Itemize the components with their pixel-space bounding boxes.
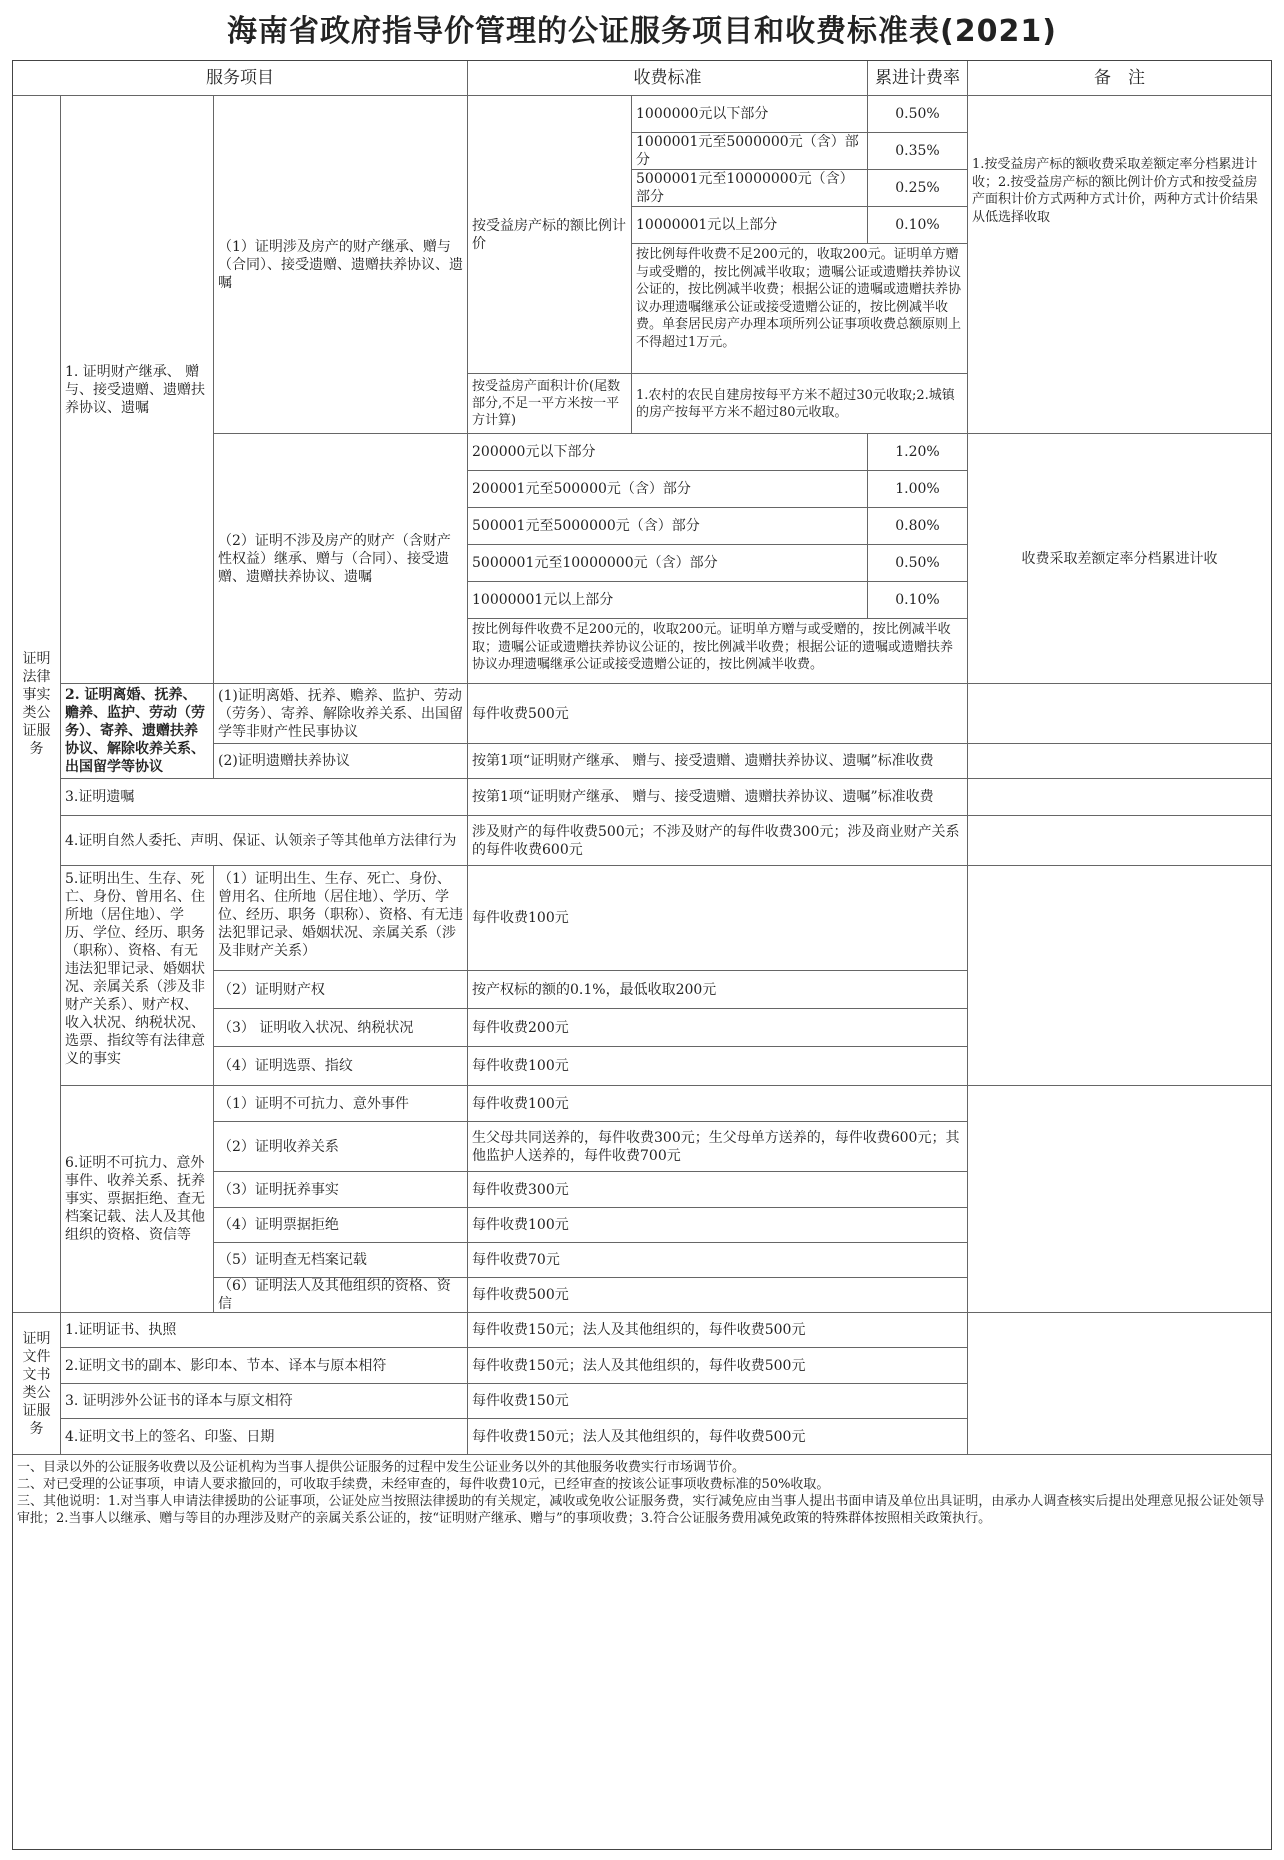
item1-sub2-label: （2）证明不涉及房产的财产（含财产性权益）继承、赠与（合同）、接受遗赠、遗赠扶养协议、遗嘱 bbox=[214, 434, 468, 684]
doc-fee: 每件收费150元；法人及其他组织的，每件收费500元 bbox=[468, 1313, 968, 1348]
remark-empty bbox=[968, 744, 1271, 779]
doc-label: 4.证明文书上的签名、印鉴、日期 bbox=[61, 1419, 468, 1455]
item4-fee: 涉及财产的每件收费500元；不涉及财产的每件收费300元；涉及商业财产关系的每件收费600元 bbox=[468, 816, 968, 866]
item1-sub2-note: 按比例每件收费不足200元的，收取200元。证明单方赠与或受赠的，按比例减半收取；遗嘱公证或遗赠扶养协议公证的，按比例减半收费；根据公证的遗嘱或遗赠扶养协议办理遗嘱继承公证或接受遗赠公证的，按比例减半收费。 bbox=[468, 619, 968, 684]
tier-rate: 0.10% bbox=[868, 582, 968, 619]
item1-sub1-label: （1）证明涉及房产的财产继承、赠与（合同）、接受遗赠、遗赠扶养协议、遗嘱 bbox=[214, 96, 468, 434]
remark-empty bbox=[968, 684, 1271, 744]
tier-range: 1000001元至5000000元（含）部分 bbox=[632, 133, 868, 170]
page-title: 海南省政府指导价管理的公证服务项目和收费标准表(2021) bbox=[227, 14, 1057, 49]
tier-rate: 0.50% bbox=[868, 545, 968, 582]
item3-label: 3.证明遗嘱 bbox=[61, 779, 468, 816]
item1-sub1-note: 按比例每件收费不足200元的，收取200元。证明单方赠与或受赠的，按比例减半收取；遗嘱公证或遗赠扶养协议公证的，按比例减半收费；根据公证的遗嘱或遗赠扶养协议办理遗嘱继承公证或接受遗赠公证的，按比例减半收费。单套居民房产办理本项所列公证事项收费总额原则上不得超过1万元。 bbox=[632, 244, 968, 374]
item5-sub-label: （3） 证明收入状况、纳税状况 bbox=[214, 1009, 468, 1047]
doc-fee: 每件收费150元；法人及其他组织的，每件收费500元 bbox=[468, 1348, 968, 1384]
tier-range: 5000001元至10000000元（含）部分 bbox=[632, 170, 868, 207]
item6-label: 6.证明不可抗力、意外事件、收养关系、抚养事实、票据拒绝、查无档案记载、法人及其他组织的资格、资信等 bbox=[61, 1086, 214, 1313]
doc-fee: 每件收费150元 bbox=[468, 1384, 968, 1419]
item5-sub-label: （4）证明选票、指纹 bbox=[214, 1047, 468, 1086]
item6-sub-label: （4）证明票据拒绝 bbox=[214, 1208, 468, 1243]
header-rate: 累进计费率 bbox=[868, 61, 968, 96]
item2-sub-fee: 按第1项“证明财产继承、 赠与、接受遗赠、遗赠扶养协议、遗嘱”标准收费 bbox=[468, 744, 968, 779]
tier-range: 10000001元以上部分 bbox=[468, 582, 868, 619]
item2-sub-label: (1)证明离婚、抚养、赡养、监护、劳动（劳务）、寄养、解除收养关系、出国留学等非财产性民事协议 bbox=[214, 684, 468, 744]
item6-sub-fee: 每件收费100元 bbox=[468, 1086, 968, 1122]
item6-sub-label: （5）证明查无档案记载 bbox=[214, 1243, 468, 1278]
item6-sub-fee: 生父母共同送养的，每件收费300元；生父母单方送养的，每件收费600元；其他监护人送养的，每件收费700元 bbox=[468, 1122, 968, 1172]
tier-rate: 0.35% bbox=[868, 133, 968, 170]
tier-rate: 1.20% bbox=[868, 434, 968, 471]
tier-range: 500001元至5000000元（含）部分 bbox=[468, 508, 868, 545]
item2-label: 2. 证明离婚、抚养、赡养、监护、劳动（劳务）、寄养、遗赠扶养协议、解除收养关系、出国留学等协议 bbox=[61, 684, 214, 779]
item5-sub-label: （1）证明出生、生存、死亡、身份、曾用名、住所地（居住地）、学历、学位、经历、职务（职称）、资格、有无违法犯罪记录、婚姻状况、亲属关系（涉及非财产关系） bbox=[214, 866, 468, 971]
doc-label: 3. 证明涉外公证书的译本与原文相符 bbox=[61, 1384, 468, 1419]
item1-area-method: 按受益房产面积计价(尾数部分,不足一平方米按一平方计算) bbox=[468, 374, 632, 434]
item6-sub-fee: 每件收费70元 bbox=[468, 1243, 968, 1278]
item6-sub-label: （2）证明收养关系 bbox=[214, 1122, 468, 1172]
item5-sub-fee: 每件收费100元 bbox=[468, 1047, 968, 1086]
item4-label: 4.证明自然人委托、声明、保证、认领亲子等其他单方法律行为 bbox=[61, 816, 468, 866]
doc-label: 2.证明文书的副本、影印本、节本、译本与原本相符 bbox=[61, 1348, 468, 1384]
doc-fee: 每件收费150元；法人及其他组织的，每件收费500元 bbox=[468, 1419, 968, 1455]
item6-sub-label: （3）证明抚养事实 bbox=[214, 1172, 468, 1208]
tier-rate: 0.50% bbox=[868, 96, 968, 133]
footnote: 二、对已受理的公证事项，申请人要求撤回的，可收取手续费，未经审查的，每件收费10元，已经审查的按该公证事项收费标准的50%收取。 bbox=[17, 1477, 830, 1492]
fee-table bbox=[12, 60, 1272, 1850]
category-legal-facts: 证明法律事实类公证服务 bbox=[13, 96, 61, 1313]
item5-sub-fee: 每件收费200元 bbox=[468, 1009, 968, 1047]
item5-sub-fee: 按产权标的额的0.1%，最低收取200元 bbox=[468, 971, 968, 1009]
item6-sub-label: （1）证明不可抗力、意外事件 bbox=[214, 1086, 468, 1122]
item1-method-value: 按受益房产标的额比例计价 bbox=[468, 96, 632, 374]
header-remark: 备 注 bbox=[968, 61, 1271, 96]
tier-rate: 0.80% bbox=[868, 508, 968, 545]
item5-label: 5.证明出生、生存、死亡、身份、曾用名、住所地（居住地）、学历、学位、经历、职务（职称）、资格、有无违法犯罪记录、婚姻状况、亲属关系（涉及非财产关系）、财产权、收入状况、纳税状况、选票、指纹等有法律意义的事实 bbox=[61, 866, 214, 1086]
tier-range: 200000元以下部分 bbox=[468, 434, 868, 471]
item5-sub-fee: 每件收费100元 bbox=[468, 866, 968, 971]
item6-sub-label: （6）证明法人及其他组织的资格、资信 bbox=[214, 1278, 468, 1313]
remark-empty bbox=[968, 1313, 1271, 1455]
footnote: 三、其他说明：1.对当事人申请法律援助的公证事项，公证处应当按照法律援助的有关规定，减收或免收公证服务费，实行减免应由当事人提出书面申请及单位出具证明，由承办人调查核实后提出处理意见报公证处领导审批；2.当事人以继承、赠与等目的办理涉及财产的亲属关系公证的，按“证明财产继承、赠与”的事项收费；3.符合公证服务费用减免政策的特殊群体按照相关政策执行。 bbox=[17, 1494, 1265, 1526]
header-service: 服务项目 bbox=[13, 61, 468, 96]
remark-empty bbox=[968, 779, 1271, 816]
tier-range: 200001元至500000元（含）部分 bbox=[468, 471, 868, 508]
tier-range: 10000001元以上部分 bbox=[632, 207, 868, 244]
tier-rate: 0.10% bbox=[868, 207, 968, 244]
item1-sub1-remark: 1.按受益房产标的额收费采取差额定率分档累进计收；2.按受益房产标的额比例计价方式和按受益房产面积计价方式两种方式计价，两种方式计价结果从低选择收取 bbox=[968, 96, 1271, 434]
footnotes bbox=[13, 1455, 1271, 1849]
remark-empty bbox=[968, 866, 1271, 1086]
item5-sub-label: （2）证明财产权 bbox=[214, 971, 468, 1009]
item6-sub-fee: 每件收费300元 bbox=[468, 1172, 968, 1208]
item3-fee: 按第1项“证明财产继承、 赠与、接受遗赠、遗赠扶养协议、遗嘱”标准收费 bbox=[468, 779, 968, 816]
item6-sub-fee: 每件收费100元 bbox=[468, 1208, 968, 1243]
tier-rate: 0.25% bbox=[868, 170, 968, 207]
item1-label: 1. 证明财产继承、 赠与、接受遗赠、遗赠扶养协议、遗嘱 bbox=[61, 96, 214, 684]
tier-rate: 1.00% bbox=[868, 471, 968, 508]
item2-sub-label: (2)证明遗赠扶养协议 bbox=[214, 744, 468, 779]
item2-sub-fee: 每件收费500元 bbox=[468, 684, 968, 744]
item1-area-note: 1.农村的农民自建房按每平方米不超过30元收取;2.城镇的房产按每平方米不超过80元收取。 bbox=[632, 374, 968, 434]
tier-range: 5000001元至10000000元（含）部分 bbox=[468, 545, 868, 582]
category-documents: 证明文件文书类公证服务 bbox=[13, 1313, 61, 1455]
doc-label: 1.证明证书、执照 bbox=[61, 1313, 468, 1348]
item6-sub-fee: 每件收费500元 bbox=[468, 1278, 968, 1313]
remark-empty bbox=[968, 816, 1271, 866]
remark-empty bbox=[968, 1086, 1271, 1313]
item1-sub2-remark: 收费采取差额定率分档累进计收 bbox=[968, 434, 1271, 684]
footnote: 一、目录以外的公证服务收费以及公证机构为当事人提供公证服务的过程中发生公证业务以外的其他服务收费实行市场调节价。 bbox=[17, 1460, 746, 1475]
header-fee: 收费标准 bbox=[468, 61, 868, 96]
tier-range: 1000000元以下部分 bbox=[632, 96, 868, 133]
